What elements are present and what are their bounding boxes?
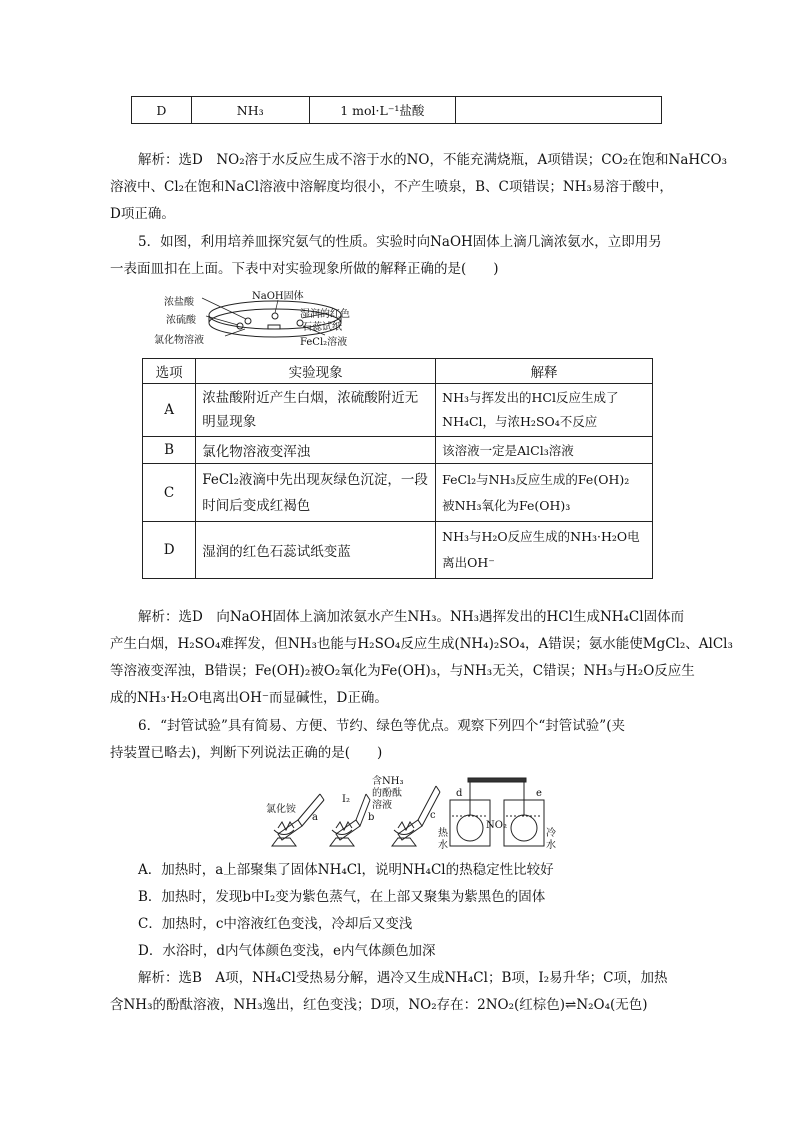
cell-line: FeCl₂与NH₃反应生成的Fe(OH)₂ xyxy=(442,471,630,487)
label-i2: I₂ xyxy=(342,794,350,805)
option-cell: A xyxy=(143,384,196,437)
label-fecl2: FeCl₂溶液 xyxy=(300,337,348,348)
label-conc-hcl: 浓盐酸 xyxy=(164,297,194,308)
text-line: 含NH₃的酚酞溶液，NH₃逸出，红色变浅；D项，NO₂存在：2NO₂(红棕色)⇌N₂O₄(无色) xyxy=(110,997,648,1013)
cell-line: NH₄Cl，与浓H₂SO₄不反应 xyxy=(442,414,598,429)
label-contains-nh3-line1: 含NH₃ xyxy=(372,776,404,787)
cell-line: 明显现象 xyxy=(202,414,257,430)
table-cell: 1 mol·L⁻¹盐酸 xyxy=(309,97,456,124)
label-e: e xyxy=(536,788,542,799)
text-line: 产生白烟，H₂SO₄难挥发，但NH₃也能与H₂SO₄反应生成(NH₄)₂SO₄，A错误；氨水能使MgCl₂、AlCl₃ xyxy=(110,636,733,652)
explanation-cell xyxy=(436,384,653,437)
label-contains-nh3-line2: 的酚酞 xyxy=(372,788,402,799)
phenomenon-cell xyxy=(196,464,436,522)
label-no2: NO₂ xyxy=(486,820,507,831)
option-cell: B xyxy=(143,437,196,464)
cell-line: NH₃与挥发出的HCl反应生成了 xyxy=(442,390,619,405)
text-line: 一表面皿扣在上面。下表中对实验现象所做的解释正确的是( ) xyxy=(110,261,499,277)
explanation-cell xyxy=(436,437,653,464)
explanation-cell xyxy=(436,464,653,522)
cell-line: NH₃与H₂O反应生成的NH₃·H₂O电 xyxy=(442,529,640,544)
text-line: 解析：选D NO₂溶于水反应生成不溶于水的NO，不能充满烧瓶，A项错误；CO₂在饱和NaHCO₃ xyxy=(138,152,727,168)
q5-table xyxy=(142,358,653,579)
text-line: 解析：选D 向NaOH固体上滴加浓氨水产生NH₃。NH₃遇挥发出的HCl生成NH₄Cl固体而 xyxy=(138,609,685,625)
option-cell: D xyxy=(143,522,196,579)
sealed-tube-drawing xyxy=(260,772,560,852)
label-hot-water-2: 水 xyxy=(438,840,448,851)
label-a: a xyxy=(312,812,318,823)
label-d: d xyxy=(456,788,463,799)
cell-line: 该溶液一定是AlCl₃溶液 xyxy=(442,443,574,458)
sealed-tube-figure xyxy=(260,772,560,852)
column-header: 解释 xyxy=(436,359,653,384)
option-c: C．加热时，c中溶液红色变浅，冷却后又变浅 xyxy=(138,916,413,932)
label-naoh-solid: NaOH固体 xyxy=(252,291,304,302)
table-cell xyxy=(456,97,662,124)
table-cell: NH₃ xyxy=(191,97,309,124)
cell-line: 浓盐酸附近产生白烟，浓硫酸附近无 xyxy=(202,390,419,406)
cell-line: 氯化物溶液变浑浊 xyxy=(202,444,311,460)
label-b: b xyxy=(368,812,375,823)
text-line: 成的NH₃·H₂O电离出OH⁻而显碱性，D正确。 xyxy=(110,690,388,706)
table-row xyxy=(132,97,662,124)
label-cold-water-1: 冷 xyxy=(546,828,556,839)
option-cell: C xyxy=(143,464,196,522)
phenomenon-cell xyxy=(196,384,436,437)
label-conc-h2so4: 浓硫酸 xyxy=(166,315,196,326)
label-contains-nh3-line3: 溶液 xyxy=(372,800,392,811)
phenomenon-cell xyxy=(196,437,436,464)
column-header: 实验现象 xyxy=(196,359,436,384)
text-line: 等溶液变浑浊，B错误；Fe(OH)₂被O₂氧化为Fe(OH)₃，与NH₃无关，C错误；NH₃与H₂O反应生 xyxy=(110,663,695,679)
text-line: 6．“封管试验”具有简易、方便、节约、绿色等优点。观察下列四个“封管试验”(夹 xyxy=(138,718,625,734)
petri-dish-figure xyxy=(154,285,380,350)
table-row xyxy=(143,384,653,437)
cell-line: 湿润的红色石蕊试纸变蓝 xyxy=(202,544,351,560)
phenomenon-cell xyxy=(196,522,436,579)
label-hot-water-1: 热 xyxy=(438,828,448,839)
cell-line: 时间后变成红褐色 xyxy=(202,497,311,514)
cell-line: FeCl₂液滴中先出现灰绿色沉淀，一段 xyxy=(202,471,428,488)
text-line: D项正确。 xyxy=(110,206,175,222)
explanation-cell xyxy=(436,522,653,579)
cell-line: 离出OH⁻ xyxy=(442,555,495,570)
text-line: 5．如图，利用培养皿探究氨气的性质。实验时向NaOH固体上滴几滴浓氨水，立即用另 xyxy=(138,234,662,250)
table-cell: D xyxy=(132,97,192,124)
option-b: B．加热时，发现b中I₂变为紫色蒸气，在上部又聚集为紫黑色的固体 xyxy=(138,889,546,905)
table-row xyxy=(143,437,653,464)
water-bath-drawing xyxy=(450,778,544,846)
table-row xyxy=(143,522,653,579)
option-a: A．加热时，a上部聚集了固体NH₄Cl，说明NH₄Cl的热稳定性比较好 xyxy=(138,862,554,878)
label-litmus-line2: 石蕊试纸 xyxy=(302,322,342,333)
tube-b-drawing xyxy=(330,794,370,846)
column-header: 选项 xyxy=(143,359,196,384)
label-c: c xyxy=(430,810,436,821)
text-line: 持装置已略去)，判断下列说法正确的是( ) xyxy=(110,745,383,761)
top-table xyxy=(131,96,662,124)
option-d: D．水浴时，d内气体颜色变浅，e内气体颜色加深 xyxy=(138,943,436,959)
text-line: 解析：选B A项，NH₄Cl受热易分解，遇冷又生成NH₄Cl；B项，I₂易升华；C项，加热 xyxy=(138,970,668,986)
table-row xyxy=(143,464,653,522)
table-header-row xyxy=(143,359,653,384)
label-chloride-solution: 氯化物溶液 xyxy=(154,335,204,346)
text-line: 溶液中、Cl₂在饱和NaCl溶液中溶解度均很小，不产生喷泉，B、C项错误；NH₃易溶于酸中， xyxy=(110,179,673,195)
label-cold-water-2: 水 xyxy=(546,840,556,851)
cell-line: 被NH₃氧化为Fe(OH)₃ xyxy=(442,497,571,513)
label-nh4cl: 氯化铵 xyxy=(266,804,296,815)
label-litmus-line1: 湿润的红色 xyxy=(300,309,350,320)
